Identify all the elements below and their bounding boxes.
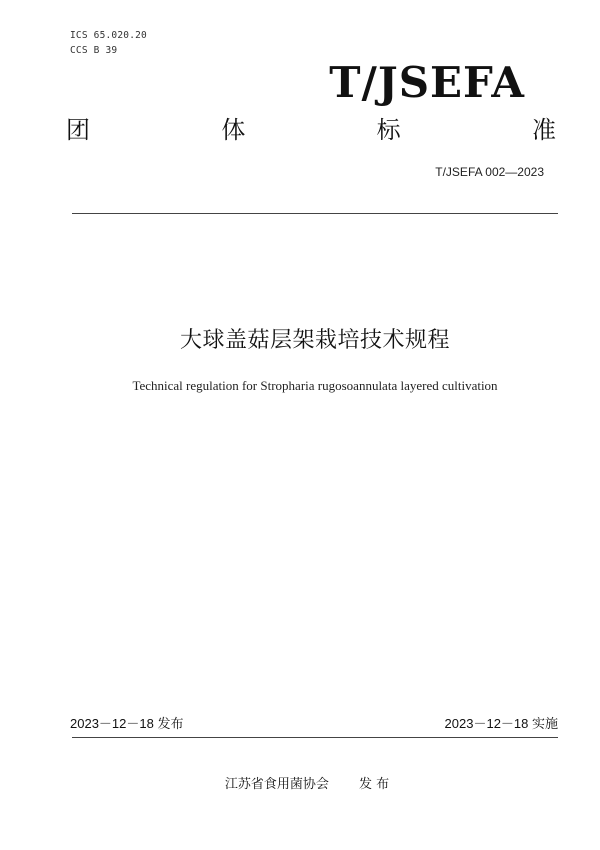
publisher-name: 江苏省食用菌协会 <box>224 777 329 792</box>
publisher-line <box>0 776 600 794</box>
classification-codes <box>70 28 147 58</box>
standard-type-char: 体 <box>221 116 246 144</box>
standard-type-char: 标 <box>376 116 401 144</box>
publish-label: 发 布 <box>358 777 390 792</box>
standard-brand-logo: T/JSEFA <box>329 58 525 107</box>
standard-type-char: 准 <box>531 116 556 144</box>
issue-date: 2023－12－18 发布 <box>70 716 184 731</box>
standard-number: T/JSEFA 002—2023 <box>435 165 544 179</box>
implementation-date: 2023－12－18 实施 <box>444 716 558 731</box>
ccs-code: CCS B 39 <box>70 45 118 56</box>
top-divider <box>72 213 558 214</box>
standard-type-heading <box>66 114 556 146</box>
standard-type-char: 团 <box>66 116 90 144</box>
bottom-divider <box>72 737 558 738</box>
ics-code: ICS 65.020.20 <box>70 30 147 41</box>
document-title-english: Technical regulation for Stropharia rugosoannulata layered cultivation <box>132 378 498 393</box>
document-title-chinese: 大球盖菇层架栽培技术规程 <box>179 328 450 353</box>
